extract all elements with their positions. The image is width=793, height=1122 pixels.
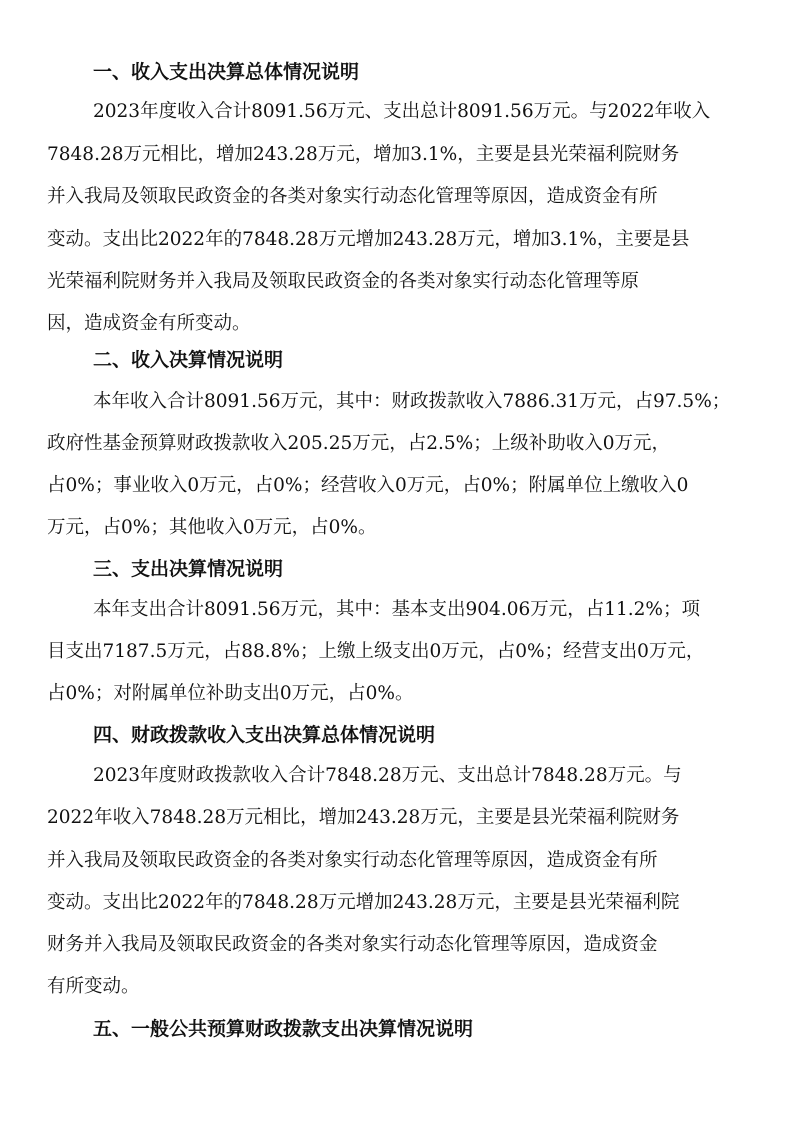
paragraph-line: 占0%；事业收入0万元，占0%；经营收入0万元，占0%；附属单位上缴收入0 <box>47 475 689 496</box>
paragraph-line: 变动。支出比2022年的7848.28万元增加243.28万元，主要是县光荣福利院 <box>47 892 680 913</box>
paragraph-line: 2022年收入7848.28万元相比，增加243.28万元，主要是县光荣福利院财务 <box>47 807 680 828</box>
section-heading: 一、收入支出决算总体情况说明 <box>93 61 360 83</box>
section-heading: 五、一般公共预算财政拨款支出决算情况说明 <box>93 1018 474 1040</box>
paragraph-line: 万元，占0%；其他收入0万元，占0%。 <box>47 517 377 538</box>
paragraph-line: 占0%；对附属单位补助支出0万元，占0%。 <box>47 683 414 704</box>
paragraph-line: 7848.28万元相比，增加243.28万元，增加3.1%，主要是县光荣福利院财务 <box>47 144 680 165</box>
paragraph-line: 政府性基金预算财政拨款收入205.25万元，占2.5%；上级补助收入0万元， <box>47 433 671 454</box>
section-heading: 四、财政拨款收入支出决算总体情况说明 <box>93 724 436 746</box>
paragraph-line: 有所变动。 <box>47 976 140 997</box>
paragraph-line: 本年支出合计8091.56万元，其中：基本支出904.06万元，占11.2%；项 <box>93 599 701 620</box>
paragraph-line: 目支出7187.5万元，占88.8%；上缴上级支出0万元，占0%；经营支出0万元， <box>47 641 705 662</box>
paragraph-line: 并入我局及领取民政资金的各类对象实行动态化管理等原因，造成资金有所 <box>47 850 658 871</box>
paragraph-line: 2023年度收入合计8091.56万元、支出总计8091.56万元。与2022年收入 <box>93 101 711 122</box>
paragraph-line: 2023年度财政拨款收入合计7848.28万元、支出总计7848.28万元。与 <box>93 765 682 786</box>
paragraph-line: 光荣福利院财务并入我局及领取民政资金的各类对象实行动态化管理等原 <box>47 271 640 292</box>
paragraph-line: 变动。支出比2022年的7848.28万元增加243.28万元，增加3.1%，主要是县 <box>47 229 690 250</box>
paragraph-line: 并入我局及领取民政资金的各类对象实行动态化管理等原因，造成资金有所 <box>47 186 658 207</box>
paragraph-line: 因，造成资金有所变动。 <box>47 313 251 334</box>
paragraph-line: 财务并入我局及领取民政资金的各类对象实行动态化管理等原因，造成资金 <box>47 934 658 955</box>
paragraph-line: 本年收入合计8091.56万元，其中：财政拨款收入7886.31万元，占97.5%； <box>93 391 731 412</box>
section-heading: 三、支出决算情况说明 <box>93 558 284 580</box>
section-heading: 二、收入决算情况说明 <box>93 349 284 371</box>
